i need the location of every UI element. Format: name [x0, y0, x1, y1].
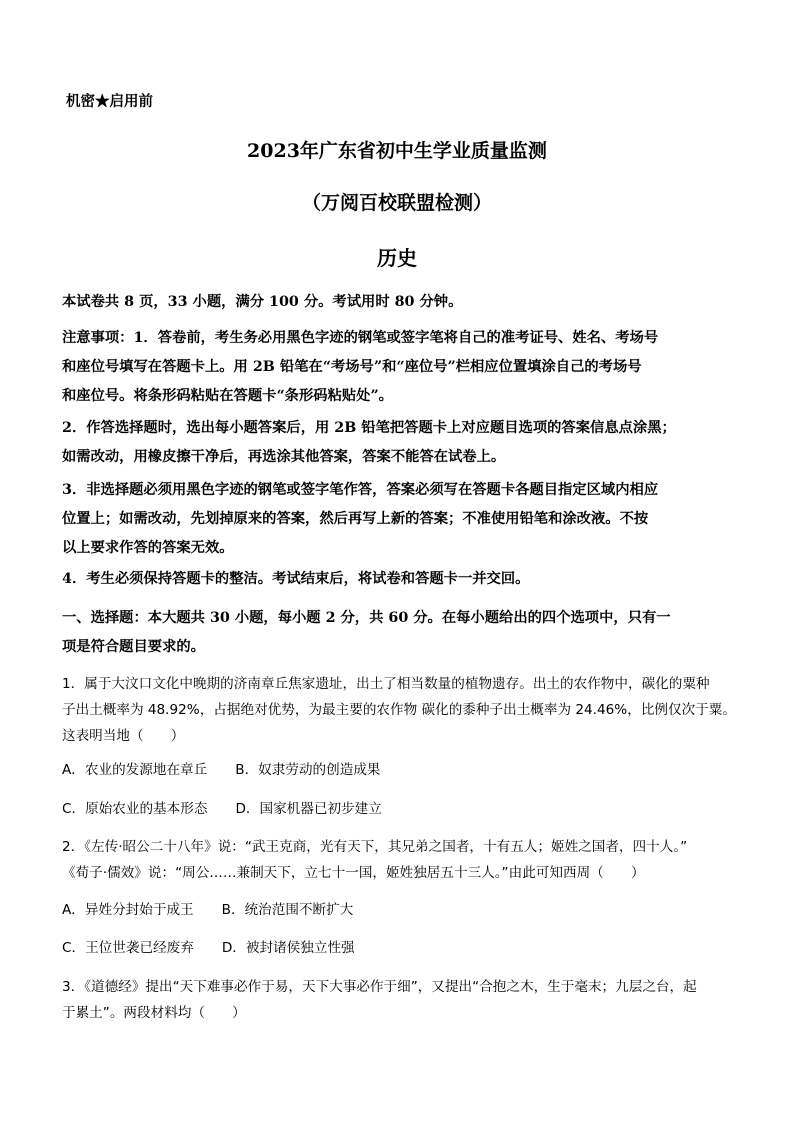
question-line: 2．《左传·昭公二十八年》说：“武王克商，光有天下，其兄弟之国者，十有五人；姬姓之国者，四十人。”: [62, 839, 688, 855]
subject-title: 历史: [377, 246, 417, 270]
question-1-options-row-2: [62, 797, 382, 821]
question-line: 这表明当地（ ）: [62, 728, 185, 744]
notes-line: 位置上；如需改动，先划掉原来的答案，然后再写上新的答案；不准使用铅笔和涂改液。不按: [62, 511, 649, 527]
notes-item-3: [62, 476, 740, 563]
notes-item-1: [62, 324, 740, 411]
notes-line: 2．作答选择题时，选出每小题答案后，用 2B 铅笔把答题卡上对应题目选项的答案信息点涂黑；: [62, 420, 676, 436]
option-a[interactable]: A．农业的发源地在章丘: [62, 762, 208, 778]
question-line: 《荀子·儒效》说：“周公……兼制天下，立七十一国，姬姓独居五十三人。”由此可知西周（ ）: [62, 865, 645, 881]
question-1-options-row-1: [62, 758, 381, 782]
option-b[interactable]: B．奴隶劳动的创造成果: [235, 762, 381, 778]
option-c[interactable]: C．王位世袭已经废弃: [62, 940, 194, 956]
question-2: [62, 834, 740, 886]
section-line: 项是符合题目要求的。: [62, 639, 205, 655]
question-3: [62, 974, 740, 1026]
notes-item-4: [62, 565, 740, 594]
question-line: 于累土”。两段材料均（ ）: [62, 1005, 246, 1021]
option-a[interactable]: A．异姓分封始于成王: [62, 902, 194, 918]
exam-title: 2023年广东省初中生学业质量监测: [247, 140, 547, 162]
notes-line: 注意事项：1．答卷前，考生务必用黑色字迹的钢笔或签字笔将自己的准考证号、姓名、考场号: [62, 330, 659, 346]
exam-info: [62, 288, 740, 317]
question-2-options-row-1: [62, 898, 353, 922]
notes-line: 3．非选择题必须用黑色字迹的钢笔或签字笔作答，答案必须写在答题卡各题目指定区域内相应: [62, 482, 659, 498]
exam-subtitle: （万阅百校联盟检测）: [301, 192, 492, 214]
option-d[interactable]: D．被封诸侯独立性强: [221, 940, 355, 956]
notes-line: 和座位号。将条形码粘贴在答题卡“条形码粘贴处”。: [62, 388, 393, 404]
notes-line: 以上要求作答的答案无效。: [62, 540, 234, 556]
option-d[interactable]: D．国家机器已初步建立: [235, 801, 382, 817]
exam-info-text: 本试卷共 8 页，33 小题，满分 100 分。考试用时 80 分钟。: [62, 294, 463, 310]
question-line: 3．《道德经》提出“天下难事必作于易，天下大事必作于细”，又提出“合抱之木，生于毫末；九层之台，起: [62, 979, 697, 995]
question-line: 子出土概率为 48.92%，占据绝对优势，为最主要的农作物 碳化的黍种子出土概率为 24.46%，比例仅次于粟。: [62, 702, 736, 718]
section-heading: [62, 604, 740, 662]
confidential-label: 机密★启用前: [66, 93, 153, 110]
question-1: [62, 671, 740, 749]
notes-line: 如需改动，用橡皮擦干净后，再选涂其他答案，答案不能答在试卷上。: [62, 449, 506, 465]
option-b[interactable]: B．统治范围不断扩大: [221, 902, 354, 918]
notes-item-2: [62, 414, 740, 472]
question-2-options-row-2: [62, 936, 355, 960]
question-line: 1．属于大汶口文化中晚期的济南章丘焦家遗址，出土了相当数量的植物遗存。出土的农作物中，碳化的粟种: [62, 676, 710, 692]
option-c[interactable]: C．原始农业的基本形态: [62, 801, 208, 817]
notes-line: 和座位号填写在答题卡上。用 2B 铅笔在“考场号”和“座位号”栏相应位置填涂自己的考场号: [62, 359, 642, 375]
section-line: 一、选择题：本大题共 30 小题，每小题 2 分，共 60 分。在每小题给出的四个选项中，只有一: [62, 610, 671, 626]
notes-line: 4．考生必须保持答题卡的整洁。考试结束后，将试卷和答题卡一并交回。: [62, 571, 530, 587]
